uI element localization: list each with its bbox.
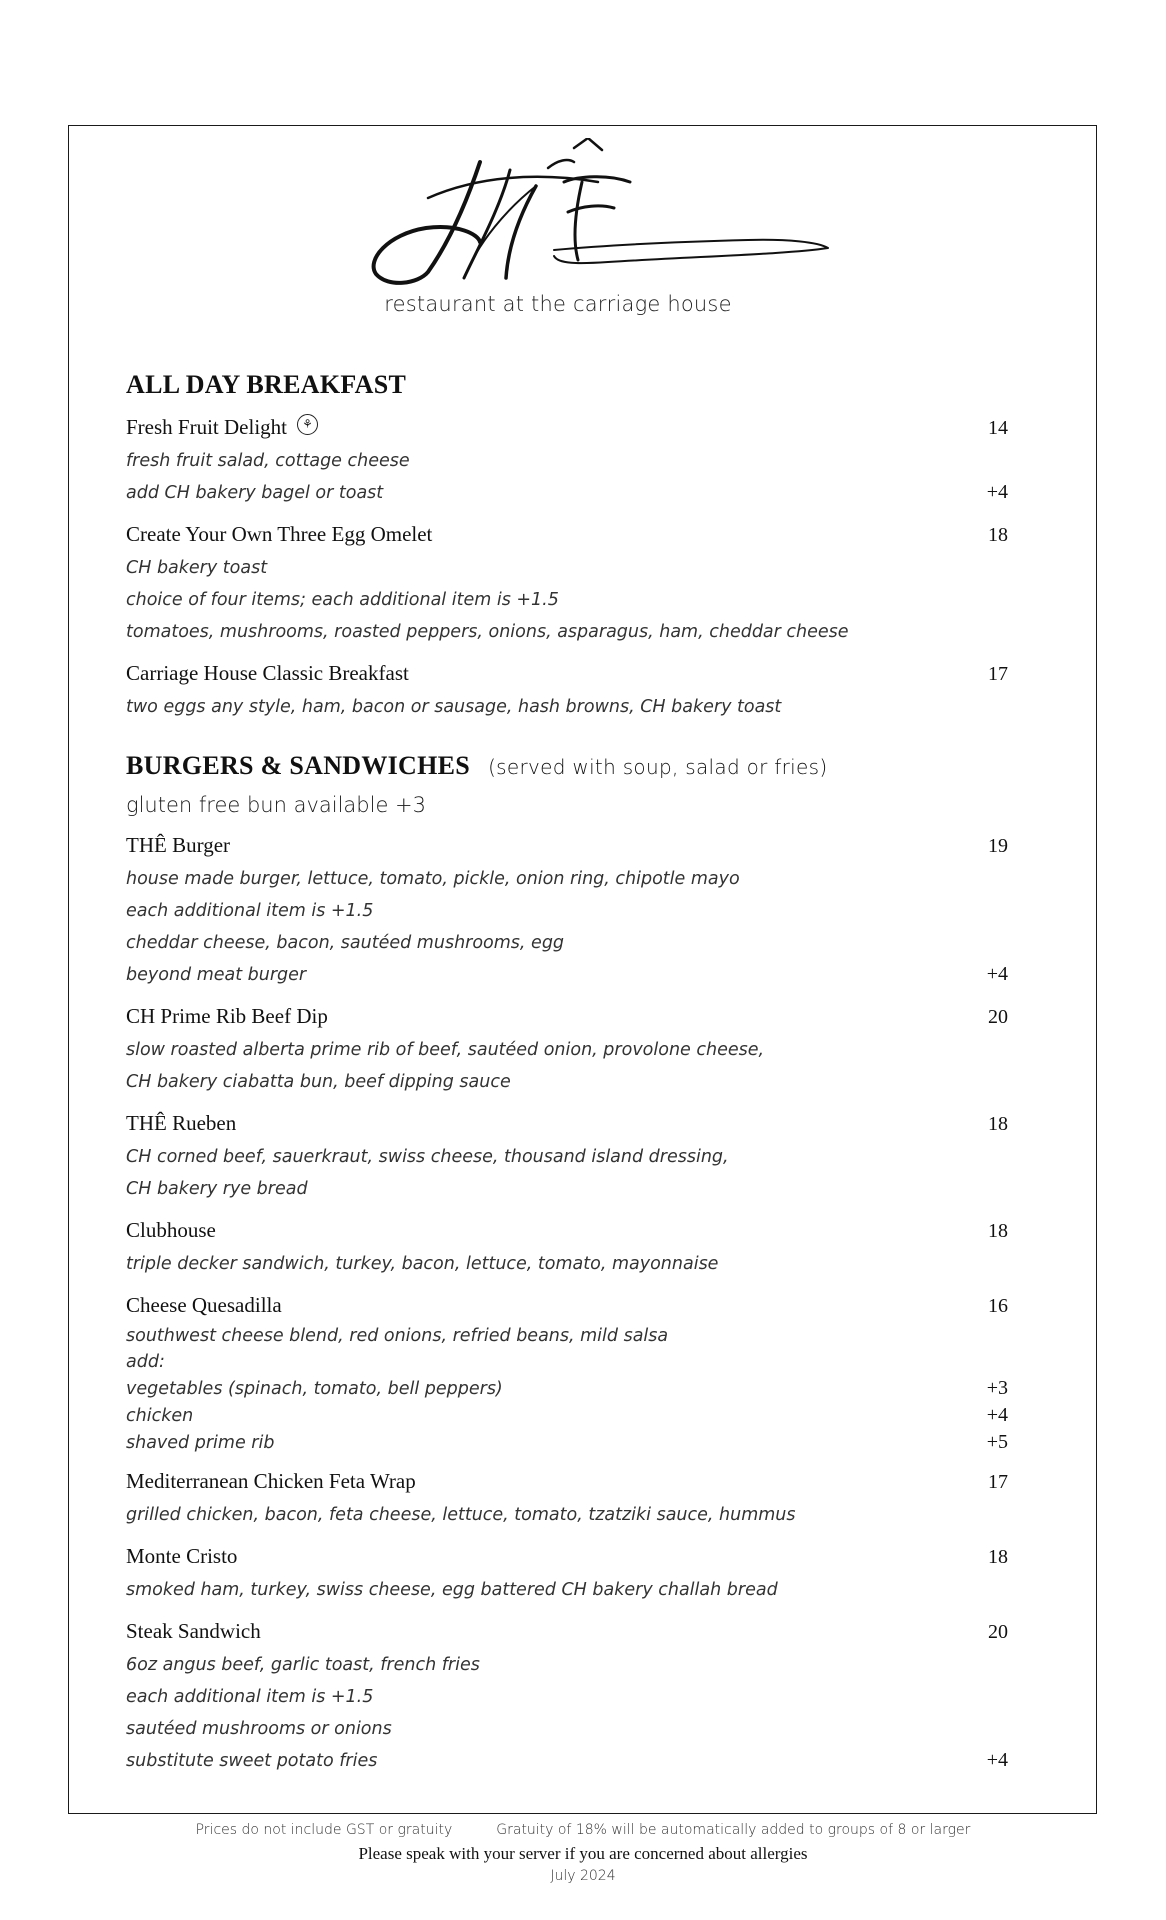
menu-item-price: 18 bbox=[988, 1546, 1008, 1568]
menu-item-description: beyond meat burger bbox=[126, 965, 307, 985]
menu-item-line bbox=[126, 1375, 1008, 1402]
menu-item-description: grilled chicken, bacon, feta cheese, lettuce, tomato, tzatziki sauce, hummus bbox=[126, 1505, 796, 1525]
menu-item-description: southwest cheese blend, red onions, refried beans, mild salsa bbox=[126, 1326, 669, 1346]
menu-item-header bbox=[126, 1616, 1008, 1649]
menu-content bbox=[126, 368, 1008, 1777]
menu-item bbox=[126, 1290, 1008, 1456]
menu-item-name-wrap bbox=[126, 830, 230, 863]
menu-item-header bbox=[126, 1215, 1008, 1248]
menu-item bbox=[126, 1541, 1008, 1606]
restaurant-logo bbox=[368, 138, 830, 288]
menu-item-line bbox=[126, 1248, 1008, 1280]
menu-item-line bbox=[126, 584, 1008, 616]
menu-item-line bbox=[126, 616, 1008, 648]
menu-item bbox=[126, 1215, 1008, 1280]
menu-item-header bbox=[126, 412, 1008, 445]
menu-item-price: 17 bbox=[988, 1471, 1008, 1493]
addon-price: +3 bbox=[986, 1377, 1008, 1399]
menu-item-name-wrap bbox=[126, 1001, 328, 1034]
menu-item-name: Mediterranean Chicken Feta Wrap bbox=[126, 1469, 416, 1493]
menu-item-line bbox=[126, 863, 1008, 895]
menu-item-line bbox=[126, 1499, 1008, 1531]
menu-item-description: CH bakery rye bread bbox=[126, 1179, 308, 1199]
menu-item-line bbox=[126, 477, 1008, 509]
allergy-note: Please speak with your server if you are concerned about allergies bbox=[358, 1844, 808, 1863]
addon-price: +5 bbox=[986, 1431, 1008, 1453]
menu-item-description: two eggs any style, ham, bacon or sausage, hash browns, CH bakery toast bbox=[126, 697, 782, 717]
menu-item-header bbox=[126, 830, 1008, 863]
menu-item-name-wrap bbox=[126, 519, 432, 552]
menu-item-name-wrap bbox=[126, 412, 318, 445]
menu-item bbox=[126, 412, 1008, 509]
menu-item bbox=[126, 1466, 1008, 1531]
menu-item-name-wrap bbox=[126, 1616, 261, 1649]
gratuity-note: Gratuity of 18% will be automatically added to groups of 8 or larger bbox=[496, 1822, 971, 1838]
menu-item-description: sautéed mushrooms or onions bbox=[126, 1719, 392, 1739]
menu-item-description: add: bbox=[126, 1352, 165, 1372]
menu-item-description: smoked ham, turkey, swiss cheese, egg battered CH bakery challah bread bbox=[126, 1580, 778, 1600]
menu-item-line bbox=[126, 1349, 1008, 1375]
addon-price: +4 bbox=[986, 963, 1008, 985]
menu-item bbox=[126, 1108, 1008, 1205]
menu-item-header bbox=[126, 658, 1008, 691]
menu-item-description: fresh fruit salad, cottage cheese bbox=[126, 451, 410, 471]
menu-item-description: each additional item is +1.5 bbox=[126, 901, 374, 921]
addon-price: +4 bbox=[986, 1749, 1008, 1771]
section-title: ALL DAY BREAKFAST bbox=[126, 370, 407, 399]
menu-item-line bbox=[126, 1429, 1008, 1456]
menu-item-line bbox=[126, 959, 1008, 991]
menu-item-name: THÊ Rueben bbox=[126, 1111, 237, 1135]
menu-item-line bbox=[126, 691, 1008, 723]
gluten-free-icon: ⚘ bbox=[297, 414, 318, 435]
menu-item-price: 20 bbox=[988, 1621, 1008, 1643]
menu-date: July 2024 bbox=[550, 1868, 616, 1884]
menu-item-line bbox=[126, 445, 1008, 477]
menu-item bbox=[126, 1616, 1008, 1777]
menu-item-name-wrap bbox=[126, 1541, 237, 1574]
menu-item-description: add CH bakery bagel or toast bbox=[126, 483, 384, 503]
menu-item-name: THÊ Burger bbox=[126, 833, 231, 857]
menu-item-name: Cheese Quesadilla bbox=[126, 1293, 282, 1317]
menu-item-price: 20 bbox=[988, 1006, 1008, 1028]
menu-item-description: tomatoes, mushrooms, roasted peppers, onions, asparagus, ham, cheddar cheese bbox=[126, 622, 849, 642]
menu-item-name-wrap bbox=[126, 1108, 236, 1141]
menu-item-description: cheddar cheese, bacon, sautéed mushrooms, egg bbox=[126, 933, 565, 953]
section-title-row bbox=[126, 749, 1008, 784]
menu-item-description: choice of four items; each additional item is +1.5 bbox=[126, 590, 559, 610]
menu-item bbox=[126, 519, 1008, 648]
menu-item-line bbox=[126, 1745, 1008, 1777]
menu-item-header bbox=[126, 1466, 1008, 1499]
menu-item-line bbox=[126, 1066, 1008, 1098]
menu-item-price: 18 bbox=[988, 524, 1008, 546]
menu-item-name: Monte Cristo bbox=[126, 1544, 238, 1568]
menu-item-description: shaved prime rib bbox=[126, 1433, 275, 1453]
breakfast-items bbox=[126, 412, 1008, 723]
menu-item-header bbox=[126, 1541, 1008, 1574]
menu-item-header bbox=[126, 1290, 1008, 1323]
menu-item-name: Clubhouse bbox=[126, 1218, 216, 1242]
menu-item-name: Create Your Own Three Egg Omelet bbox=[126, 522, 433, 546]
menu-item-line bbox=[126, 1713, 1008, 1745]
menu-item-line bbox=[126, 927, 1008, 959]
addon-price: +4 bbox=[986, 1404, 1008, 1426]
menu-item-price: 19 bbox=[988, 835, 1008, 857]
menu-item-line bbox=[126, 1574, 1008, 1606]
section-note: gluten free bun available +3 bbox=[126, 793, 427, 817]
menu-item-price: 17 bbox=[988, 663, 1008, 685]
menu-item-line bbox=[126, 895, 1008, 927]
addon-price: +4 bbox=[986, 481, 1008, 503]
section-aside: (served with soup, salad or fries) bbox=[488, 755, 828, 779]
menu-item-line bbox=[126, 1034, 1008, 1066]
burger-items bbox=[126, 830, 1008, 1777]
menu-item-line bbox=[126, 1681, 1008, 1713]
menu-item-line bbox=[126, 552, 1008, 584]
menu-item bbox=[126, 1001, 1008, 1098]
tax-note: Prices do not include GST or gratuity bbox=[195, 1822, 453, 1838]
menu-item-description: triple decker sandwich, turkey, bacon, lettuce, tomato, mayonnaise bbox=[126, 1254, 719, 1274]
menu-item-header bbox=[126, 519, 1008, 552]
menu-item-line bbox=[126, 1402, 1008, 1429]
menu-item-price: 16 bbox=[988, 1295, 1008, 1317]
menu-item-description: slow roasted alberta prime rib of beef, sautéed onion, provolone cheese, bbox=[126, 1040, 765, 1060]
menu-item-name: Steak Sandwich bbox=[126, 1619, 261, 1643]
menu-item bbox=[126, 658, 1008, 723]
menu-item-price: 18 bbox=[988, 1113, 1008, 1135]
menu-item bbox=[126, 830, 1008, 991]
menu-item-name: Fresh Fruit Delight bbox=[126, 415, 287, 439]
menu-item-name-wrap bbox=[126, 658, 409, 691]
menu-item-description: each additional item is +1.5 bbox=[126, 1687, 374, 1707]
menu-item-description: house made burger, lettuce, tomato, pickle, onion ring, chipotle mayo bbox=[126, 869, 740, 889]
menu-item-description: 6oz angus beef, garlic toast, french fries bbox=[126, 1655, 480, 1675]
menu-item-name: Carriage House Classic Breakfast bbox=[126, 661, 409, 685]
menu-item-line bbox=[126, 1649, 1008, 1681]
section-breakfast bbox=[126, 368, 1008, 723]
restaurant-tagline: restaurant at the carriage house bbox=[384, 292, 732, 316]
menu-item-line bbox=[126, 1323, 1008, 1349]
menu-item-name: CH Prime Rib Beef Dip bbox=[126, 1004, 328, 1028]
menu-item-description: chicken bbox=[126, 1406, 194, 1426]
menu-item-header bbox=[126, 1001, 1008, 1034]
section-title: BURGERS & SANDWICHES bbox=[126, 751, 471, 780]
menu-item-name-wrap bbox=[126, 1466, 416, 1499]
menu-item-description: vegetables (spinach, tomato, bell peppers) bbox=[126, 1379, 503, 1399]
menu-item-line bbox=[126, 1141, 1008, 1173]
footer-notes bbox=[0, 1822, 1166, 1838]
menu-item-header bbox=[126, 1108, 1008, 1141]
menu-item-description: substitute sweet potato fries bbox=[126, 1751, 378, 1771]
menu-item-name-wrap bbox=[126, 1290, 282, 1323]
menu-item-line bbox=[126, 1173, 1008, 1205]
menu-item-description: CH bakery ciabatta bun, beef dipping sauce bbox=[126, 1072, 511, 1092]
menu-item-name-wrap bbox=[126, 1215, 216, 1248]
menu-item-price: 18 bbox=[988, 1220, 1008, 1242]
section-burgers bbox=[126, 749, 1008, 1777]
menu-item-description: CH bakery toast bbox=[126, 558, 268, 578]
menu-item-price: 14 bbox=[988, 417, 1008, 439]
menu-item-description: CH corned beef, sauerkraut, swiss cheese, thousand island dressing, bbox=[126, 1147, 729, 1167]
